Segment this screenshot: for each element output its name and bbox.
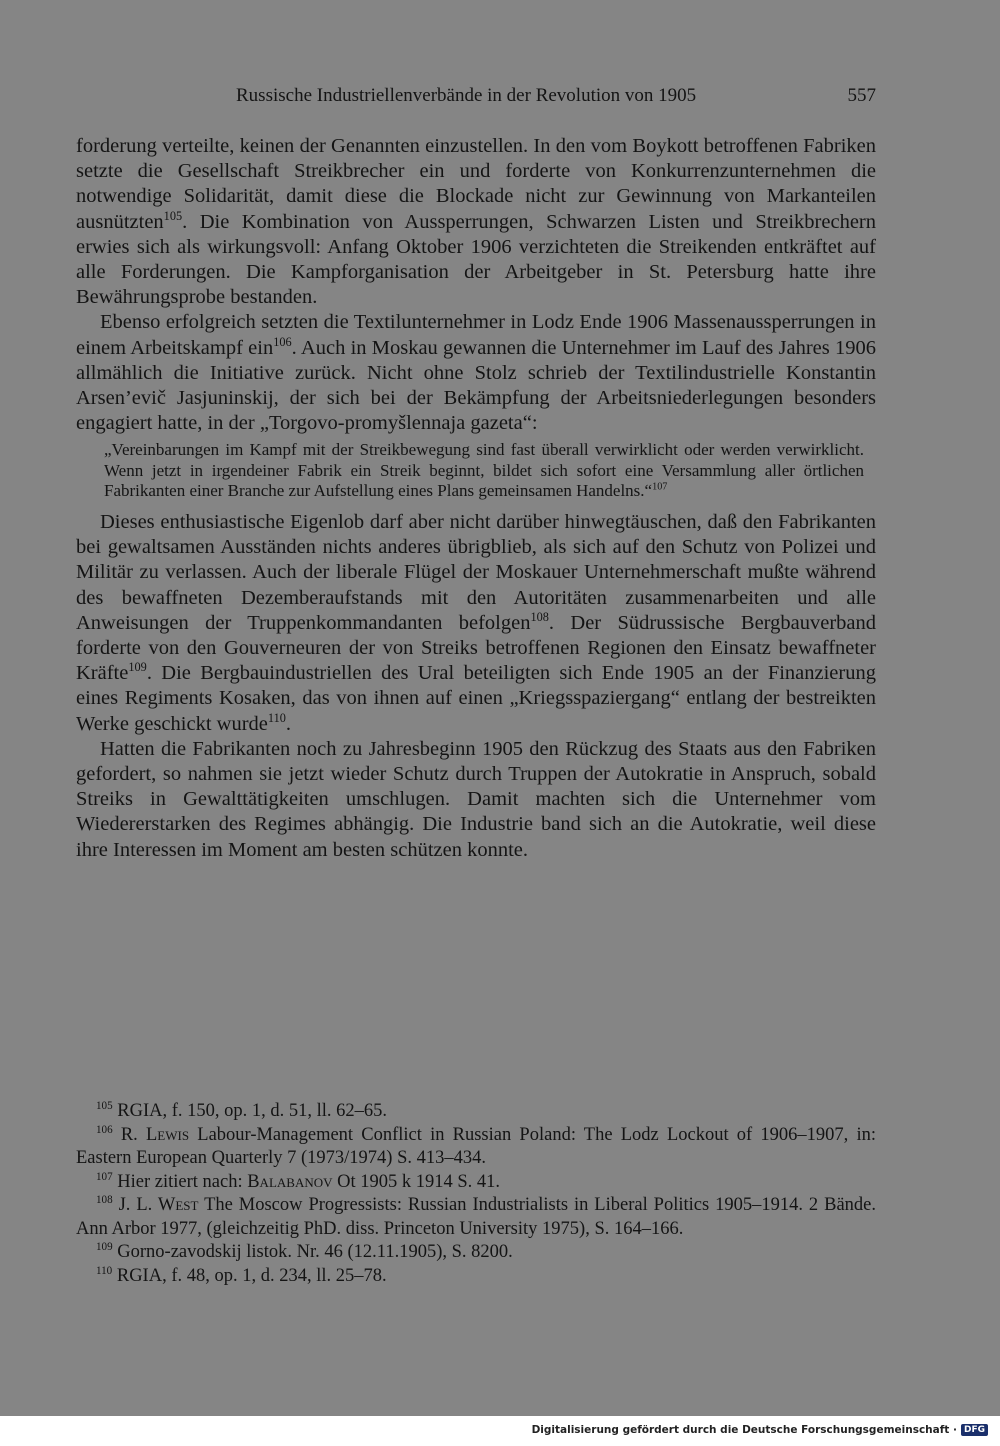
text-run: . Auch in Moskau gewannen die Unternehmer im Lauf des Jahres 1906 allmählich die Initiative zurück. Nicht ohne Stolz schrieb der Textilindustrielle Konstantin Arsen’evič Jasjuninskij, der sich bei der Bekämpfung der Arbeitsniederlegungen besonders engagiert hatte, in der „Torgovo-promyšlennaja gazeta“:: [76, 336, 876, 435]
footnote-number: 107: [96, 1170, 113, 1183]
text-run: RGIA, f. 48, op. 1, d. 234, ll. 25–78.: [116, 1265, 387, 1286]
digitization-credit: [532, 1424, 988, 1436]
text-run: RGIA, f. 150, op. 1, d. 51, ll. 62–65.: [117, 1101, 388, 1121]
footnote-ref: 106: [273, 334, 292, 349]
text-run: .: [285, 712, 292, 735]
paragraph: [76, 510, 876, 737]
credit-text: Digitalisierung gefördert durch die Deutsche Forschungsgemeinschaft ·: [531, 1424, 957, 1436]
text-run: Ebenso erfolgreich setzten die Textilunternehmer in Lodz Ende 1906 Massenaussperrungen in einem Arbeitskampf ein: [76, 311, 876, 359]
page-number: 557: [847, 85, 876, 106]
footnote-number: 109: [96, 1240, 113, 1253]
text-run: . Der Südrussische Bergbauverband forderte von den Gouverneuren der von Streiks betroffenen Regionen den Einsatz bewaffneter Kräfte: [76, 611, 876, 685]
dfg-logo: DFG: [961, 1424, 988, 1436]
author-name: R. Lewis: [120, 1124, 190, 1145]
text-run: forderung verteilte, keinen der Genannten einzustellen. In den vom Boykott betroffenen Fabriken setzte die Gesellschaft Streikbrecher ein und forderte von Konkurrenzunternehmen die notwendige Solidarität, damit diese die Blockade nicht zur Gewinnung von Markanteilen ausnützten: [76, 135, 876, 233]
text-run: Labour-Management Conflict in Russian Poland: The Lodz Lockout of 1906–1907, in: Eastern European Quarterly 7 (1973/1974) S. 413–434.: [76, 1124, 876, 1168]
footnotes: [76, 1100, 876, 1288]
text-run: Dieses enthusiastische Eigenlob darf aber nicht darüber hinwegtäuschen, daß den Fabrikanten bei gewaltsamen Ausständen nichts anderes übrigblieb, als sich auf den Schutz von Polizei und Militär zu verlassen. Auch der liberale Flügel der Moskauer Unternehmerschaft mußte während des bewaffneten Dezemberaufstands mit den Autoritäten zusammenarbeiten und alle Anweisungen der Truppenkommandanten befolgen: [76, 510, 876, 634]
footnote: [76, 1124, 876, 1171]
paragraph: [76, 310, 876, 436]
text-run: Hier zitiert nach:: [117, 1171, 248, 1192]
footnote: [76, 1100, 876, 1124]
footnote-ref: 107: [652, 481, 668, 493]
footnote-ref: 105: [163, 208, 183, 223]
text-run: . Die Kombination von Aussperrungen, Schwarzen Listen und Streikbrechern erwies sich als wirkungsvoll: Anfang Oktober 1906 verzichteten die Streikenden entkräftet auf alle Forderungen. Die Kampforganisation der Arbeitgeber in St. Petersburg hatte ihre Bewährungsprobe bestanden.: [76, 210, 876, 309]
footnote-ref: 108: [530, 609, 549, 624]
running-title: Russische Industriellenverbände in der Revolution von 1905: [236, 85, 697, 106]
footnote-number: 106: [96, 1123, 113, 1136]
text-run: The Moscow Progressists: Russian Industrialists in Liberal Politics 1905–1914. 2 Bände. Ann Arbor 1977, (gleichzeitig PhD. diss. Princeton University 1975), S. 164–166.: [76, 1195, 876, 1239]
text-run: Gorno-zavodskij listok. Nr. 46 (12.11.1905), S. 8200.: [117, 1242, 513, 1262]
footnote-number: 110: [96, 1264, 113, 1277]
body-text: [76, 134, 876, 863]
text-run: . Die Bergbauindustriellen des Ural beteiligten sich Ende 1905 an der Finanzierung eines Regiments Kosaken, das von ihnen auf einen „Kriegsspaziergang“ entlang der bestreikten Werke geschickt wurde: [76, 662, 876, 735]
footnote-number: 108: [96, 1193, 113, 1206]
footnote: [76, 1265, 876, 1289]
author-name: Balabanov: [247, 1171, 333, 1192]
text-run: Hatten die Fabrikanten noch zu Jahresbeginn 1905 den Rückzug des Staats aus den Fabriken gefordert, so nahmen sie jetzt wieder Schutz durch Truppen der Autokratie in Anspruch, sobald Streiks in Gewalttätigkeiten umschlugen. Damit machten sich die Unternehmer vom Wiedererstarken des Regimes abhängig. Die Industrie band sich an die Autokratie, weil diese ihre Interessen im Moment am besten schützen konnte.: [76, 737, 876, 861]
footnote-ref: 109: [128, 660, 147, 675]
block-quote: [76, 436, 876, 510]
footnote: [76, 1171, 876, 1195]
text-run: Ot 1905 k 1914 S. 41.: [332, 1171, 501, 1192]
footnote: [76, 1241, 876, 1265]
quote-text: „Vereinbarungen im Kampf mit der Streikbewegung sind fast überall verwirklicht oder werden verwirklicht. Wenn jetzt in irgendeiner Fabrik ein Streik beginnt, bildet sich sofort eine Versammlung aller örtlichen Fabrikanten einer Branche zur Aufstellung eines Plans gemeinsamen Handelns.“: [104, 440, 864, 501]
paragraph: [76, 737, 876, 863]
paragraph: [76, 134, 876, 310]
footnote-number: 105: [96, 1099, 113, 1112]
footnote-ref: 110: [267, 710, 286, 725]
footnote: [76, 1194, 876, 1241]
author-name: J. L. West: [118, 1195, 199, 1215]
